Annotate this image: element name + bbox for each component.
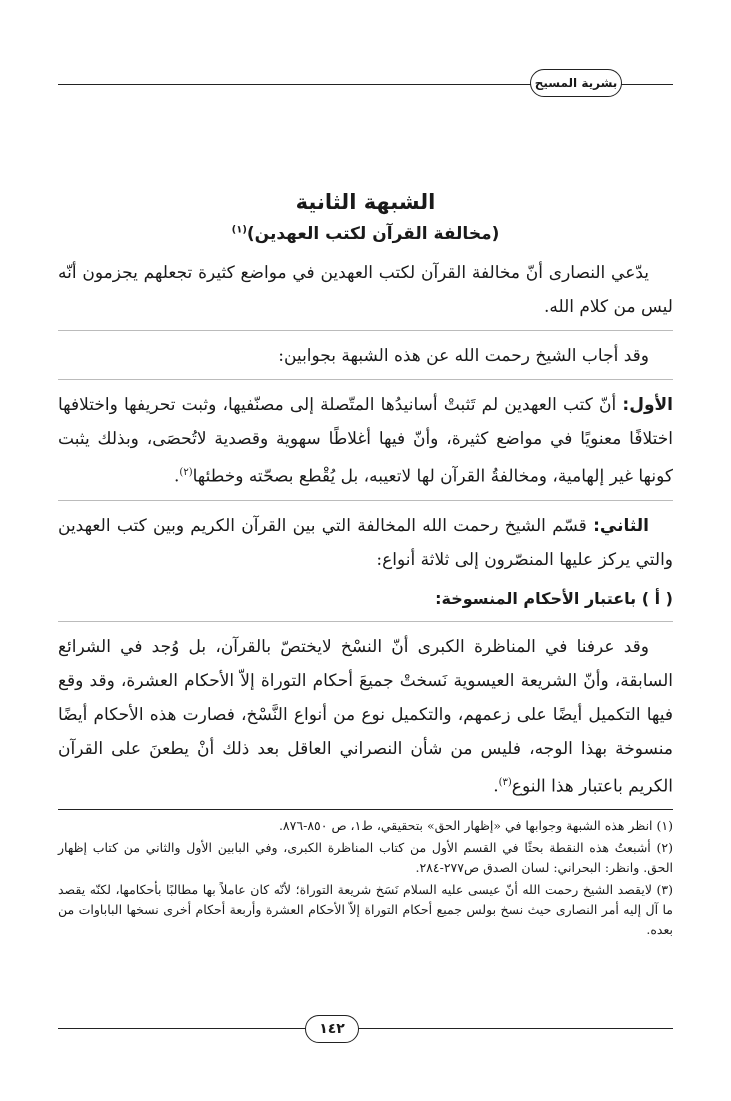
page-number-badge — [305, 1015, 359, 1043]
subheading-abrogated-rulings: ( أ ) باعتبار الأحكام المنسوخة: — [435, 588, 673, 608]
page-number: ١٤٢ — [319, 1021, 345, 1037]
paragraph-separator — [58, 330, 673, 331]
paragraph-separator — [58, 500, 673, 501]
paragraph-second-answer — [58, 509, 673, 577]
section-title: الشبهة الثانية — [295, 190, 436, 214]
abrogation-end: . — [493, 776, 499, 797]
footnote-rule — [58, 809, 673, 810]
paragraph-intro-answers: وقد أجاب الشيخ رحمت الله عن هذه الشبهة بجوابين: — [278, 346, 649, 366]
running-header — [530, 69, 622, 97]
paragraph-separator — [58, 621, 673, 622]
paragraph-separator — [58, 379, 673, 380]
paragraph-claim: يدّعي النصارى أنّ مخالفة القرآن لكتب العهدين في مواضع كثيرة تجعلهم يجزمون أنّه ليس من كلام الله. — [58, 263, 673, 317]
footnote-ref-3: (٣) — [498, 776, 512, 788]
second-answer-text: قسّم الشيخ رحمت الله المخالفة التي بين القرآن الكريم وبين كتب العهدين والتي يركز عليها المنصّرون إلى ثلاثة أنواع: — [58, 515, 673, 570]
running-title: بشرية المسيح — [534, 76, 618, 90]
first-answer-label: الأول: — [622, 395, 673, 415]
footer-rule — [58, 1028, 673, 1029]
abrogation-text: وقد عرفنا في المناظرة الكبرى أنّ النسْخ لايختصّ بالقرآن، بل وُجد في الشرائع السابقة، وأنّ الشريعة العيسوية نَسختْ جميعَ أحكام التوراة إلاّ الأحكام العشرة، وقد وقع فيها التكميل أيضًا على زعمهم، والتكميل نوع من أنواع النَّسْخ، فصارت هذه الأحكام أيضًا منسوخة بهذا الوجه، فليس من شأن النصراني العاقل بعد ذلك أنْ يطعنَ على القرآن الكريم باعتبار هذا النوع — [58, 636, 673, 797]
first-answer-text: أنّ كتب العهدين لم تَثبتْ أسانيدُها المتّصلة إلى مصنّفيها، وثبت تحريفها واختلافها اختلافًا معنويًا في مواضع كثيرة، وأنّ فيها أغلاطًا سهوية وقصدية لاتُحصَى، وبذلك يثبت كونها غير إلهامية، ومخالفةُ القرآن لها لاتعيبه، بل يُقْطع بصحّته وخطئها — [58, 395, 673, 487]
paragraph-abrogation — [58, 630, 673, 804]
footnote-1: (١) انظر هذه الشبهة وجوابها في «إظهار الحق» بتحقيقي، ط١، ص ٨٥٠-٨٧٦. — [278, 818, 673, 834]
subtitle-text: (مخالفة القرآن لكتب العهدين) — [246, 224, 500, 244]
footnote-ref-2: (٢) — [179, 467, 193, 478]
footnote-ref-1: (١) — [231, 224, 247, 236]
footnote-2: (٢) أشبعتُ هذه النقطة بحثًا في القسم الأول من كتاب المناظرة الكبرى، وفي البابين الأول والثاني من كتاب إظهار الحق. وانظر: البحراني: لسان الصدق ص٢٧٧-٢٨٤. — [58, 840, 673, 876]
footnote-3: (٣) لايقصد الشيخ رحمت الله أنّ عيسى عليه السلام نَسَخ شريعة التوراة؛ لأنّه كان عاملاً بها مطالبًا بأحكامها، لكنّه يقصد ما آل إليه أمر النصارى حيث نسخ بولس جميع أحكام التوراة إلاّ الأحكام العشرة وأربعة أحكام أخرى نسخها الباباوات من بعده. — [58, 882, 673, 938]
section-subtitle — [58, 224, 673, 244]
main-content — [58, 190, 673, 942]
first-answer-end: . — [174, 466, 180, 487]
second-answer-label: الثاني: — [593, 515, 649, 536]
paragraph-first-answer — [58, 388, 673, 494]
